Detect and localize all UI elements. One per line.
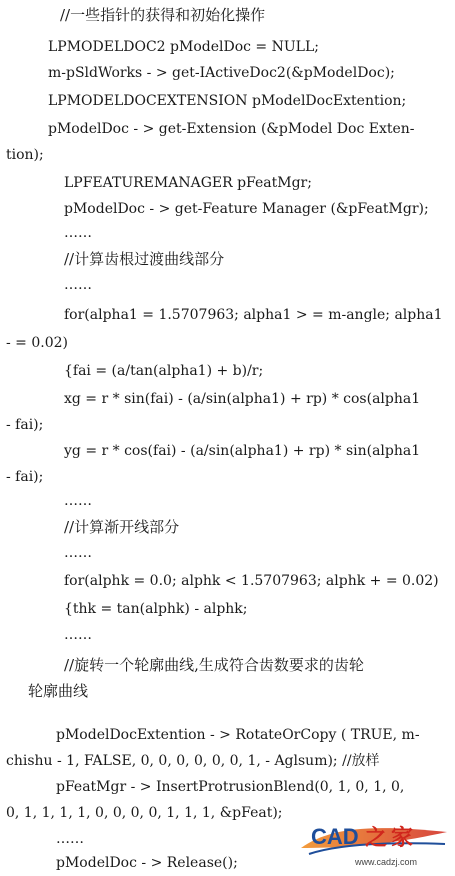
code-line: 0, 1, 1, 1, 1, 0, 0, 0, 0, 1, 1, 1, &pFeat); [6, 805, 283, 821]
ellipsis-line: …… [64, 627, 92, 643]
code-line: xg = r * sin(fai) - (a/sin(alpha1) + rp) * cos(alpha1 [64, 391, 421, 407]
cadzj-logo-icon [299, 818, 449, 870]
comment-pointer-init: //一些指针的获得和初始化操作 [60, 6, 266, 24]
comment-rotate-profile-cont: 轮廓曲线 [28, 682, 89, 700]
code-line: - = 0.02) [6, 335, 68, 351]
code-line: pModelDoc - > get-Feature Manager (&pFeatMgr); [64, 201, 429, 217]
svg-text:CAD: CAD [311, 824, 359, 849]
code-line: LPFEATUREMANAGER pFeatMgr; [64, 175, 312, 191]
ellipsis-line: …… [64, 225, 92, 241]
ellipsis-line: …… [64, 545, 92, 561]
svg-text:家: 家 [391, 826, 414, 851]
code-line: pModelDoc - > Release(); [56, 855, 238, 871]
code-line: pModelDoc - > get-Extension (&pModel Doc Exten- [48, 121, 415, 137]
code-line: LPMODELDOCEXTENSION pModelDocExtention; [48, 93, 407, 109]
code-line: pFeatMgr - > InsertProtrusionBlend(0, 1, 0, 1, 0, [56, 779, 405, 795]
comment-rotate-profile: //旋转一个轮廓曲线,生成符合齿数要求的齿轮 [64, 656, 364, 674]
code-line: m-pSldWorks - > get-IActiveDoc2(&pModelDoc); [48, 65, 395, 81]
code-line: chishu - 1, FALSE, 0, 0, 0, 0, 0, 0, 1, - Aglsum); //放样 [6, 753, 380, 769]
ellipsis-line: …… [64, 277, 92, 293]
svg-text:之: 之 [365, 826, 388, 851]
code-line: for(alpha1 = 1.5707963; alpha1 > = m-angle; alpha1 [64, 307, 443, 323]
code-line: {fai = (a/tan(alpha1) + b)/r; [64, 363, 264, 379]
code-line: LPMODELDOC2 pModelDoc = NULL; [48, 39, 319, 55]
code-line: yg = r * cos(fai) - (a/sin(alpha1) + rp) * sin(alpha1 [64, 443, 421, 459]
code-line: - fai); [6, 469, 44, 485]
ellipsis-line: …… [56, 831, 84, 847]
cadzj-watermark-logo [299, 818, 449, 870]
code-line: pModelDocExtention - > RotateOrCopy ( TRUE, m- [56, 727, 420, 743]
code-line: {thk = tan(alphk) - alphk; [64, 601, 248, 617]
code-line: tion); [6, 147, 44, 163]
comment-involute-section: //计算渐开线部分 [64, 518, 180, 536]
code-line: for(alphk = 0.0; alphk < 1.5707963; alphk + = 0.02) [64, 573, 439, 589]
svg-text:www.cadzj.com: www.cadzj.com [355, 857, 418, 867]
comment-root-transition-curve: //计算齿根过渡曲线部分 [64, 250, 225, 268]
ellipsis-line: …… [64, 493, 92, 509]
code-line: - fai); [6, 417, 44, 433]
